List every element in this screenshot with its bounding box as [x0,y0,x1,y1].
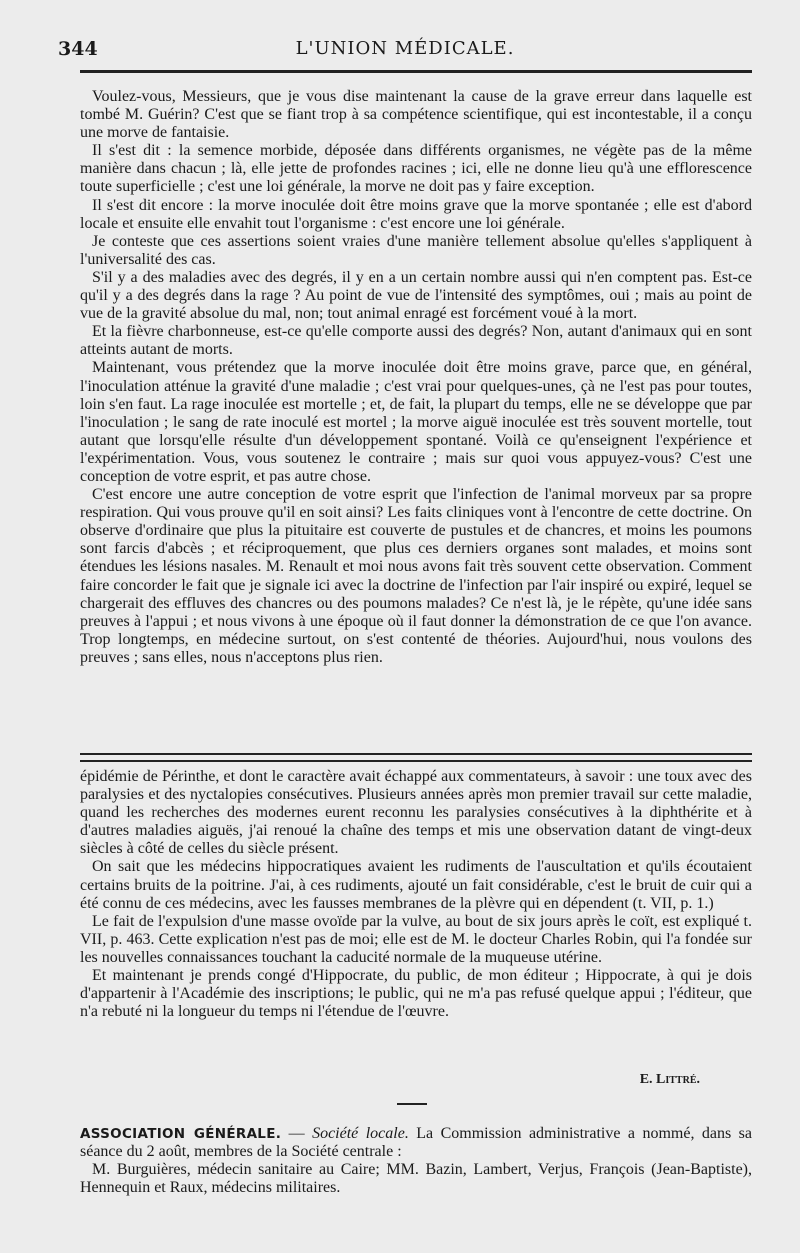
members-paragraph: M. Burguières, médecin sanitaire au Caire; MM. Bazin, Lambert, Verjus, François (Jean-Baptiste), Hennequin et Raux, médecins militaires. [80,1161,752,1197]
paragraph: épidémie de Périnthe, et dont le caractère avait échappé aux commentateurs, à savoir : une toux avec des paralysies et des nyctalopies consécutives. Plusieurs années après mon premier travail sur cette maladie, quand les recherches des modernes eurent reconnu les paralysies consécutives à la diphthérite et à d'autres maladies aiguës, j'ai renoué la chaîne des temps et mis une observation datant de vingt-deux siècles à côté de celles du siècle présent. [80,768,752,858]
paragraph: Il s'est dit : la semence morbide, déposée dans différents organismes, ne végète pas de la même manière dans chacun ; là, elle jette de profondes racines ; ici, elle ne donne lieu qu'à une efflorescence toute superficielle ; c'est une loi générale, la morve ne doit pas y faire exception. [80,142,752,196]
paragraph: On sait que les médecins hippocratiques avaient les rudiments de l'auscultation et qu'ils écoutaient certains bruits de la poitrine. J'ai, à ces rudiments, ajouté un fait considérable, c'est le bruit de cuir qui a été connu de ces médecins, avec les fausses membranes de la plèvre qui en dépendent (t. VII, p. 1.) [80,858,752,912]
author-signature: E. Littré. [639,1072,700,1087]
paragraph: C'est encore une autre conception de votre esprit que l'infection de l'animal morveux par sa propre respiration. Qui vous prouve qu'il en soit ainsi? Les faits cliniques vont à l'encontre de cette doctrine. On observe d'ordinaire que plus la pituitaire est couverte de pustules et de chancres, et moins les poumons sont farcis d'abcès ; et réciproquement, que plus ces derniers organes sont malades, et moins sont étendues les lésions nasales. M. Renault et moi nous avons fait très souvent cette observation. Comment faire concorder le fait que je signale ici avec la doctrine de l'infection par l'air inspiré ou expiré, lequel se chargerait des effluves des chancres ou des poumons malades? Ce n'est là, je le répète, qu'une idée sans preuves à l'appui ; et nous vivons à une époque où il faut donner la démonstration de ce que l'on avance. Trop longtemps, en médecine surtout, on s'est contenté de théories. Aujourd'hui, nous voulons des preuves ; sans elles, nous n'acceptons plus rien. [80,486,752,666]
header-rule [80,70,752,73]
section-divider [80,753,752,762]
paragraph: Il s'est dit encore : la morve inoculée doit être moins grave que la morve spontanée ; elle est d'abord locale et ensuite elle envahit tout l'organisme : c'est encore une loi générale. [80,196,752,232]
paragraph: Et maintenant je prends congé d'Hippocrate, du public, de mon éditeur ; Hippocrate, à qui je dois d'appartenir à l'Académie des inscriptions; le public, qui ne m'a pas refusé quelque appui ; l'éditeur, que n'a rebuté ni la longueur du temps ni l'étendue de l'œuvre. [80,967,752,1021]
dash: — [281,1125,313,1142]
locale-label: Société locale. [312,1125,409,1142]
lecture-section [80,88,752,667]
short-divider [397,1103,427,1105]
page-header [58,30,752,70]
association-paragraph [80,1125,752,1161]
paragraph: Je conteste que ces assertions soient vraies d'une manière tellement absolue qu'elles s'appliquent à l'universalité des cas. [80,232,752,268]
feuilleton-section [80,768,752,1021]
running-title: L'UNION MÉDICALE. [295,38,515,59]
association-section [80,1125,752,1197]
paragraph: Le fait de l'expulsion d'une masse ovoïde par la vulve, au bout de six jours après le coït, est expliqué t. VII, p. 463. Cette explication n'est pas de moi; elle est de M. le docteur Charles Robin, qui l'a fondée sur les nouvelles connaissances touchant la caducité normale de la muqueuse utérine. [80,912,752,966]
paragraph: Voulez-vous, Messieurs, que je vous dise maintenant la cause de la grave erreur dans laquelle est tombé M. Guérin? C'est que se fiant trop à sa compétence scientifique, qui est incontestable, il a conçu une morve de fantaisie. [80,88,752,142]
paragraph: Maintenant, vous prétendez que la morve inoculée doit être moins grave, parce que, en général, l'inoculation atténue la gravité d'une maladie ; c'est vrai pour quelques-unes, çà ne l'est pas pour toutes, loin s'en faut. La rage inoculée est mortelle ; et, de fait, la plupart du temps, elle ne se développe que par l'inoculation ; le sang de rate inoculé est mortel ; la morve aiguë inoculée est très souvent mortelle, tout autant que lorsqu'elle résulte d'un développement spontané. Voilà ce qu'enseignent l'expérience et l'expérimentation. Vous, vous soutenez le contraire ; mais sur quoi vous appuyez-vous? C'est une conception de votre esprit, et pas autre chose. [80,359,752,485]
association-title: ASSOCIATION GÉNÉRALE. [80,1126,282,1142]
paragraph: Et la fièvre charbonneuse, est-ce qu'elle comporte aussi des degrés? Non, autant d'animaux qui en sont atteints autant de morts. [80,323,752,359]
page-number: 344 [58,38,98,60]
association-intro: La Commission administrative a nommé, dans sa séance du 2 août, membres de la Société centrale : [80,1125,753,1161]
paragraph: S'il y a des maladies avec des degrés, il y en a un certain nombre aussi qui n'en comptent pas. Est-ce qu'il y a des degrés dans la rage ? Au point de vue de l'intensité des symptômes, oui ; mais au point de vue de la gravité absolue du mal, non; tout animal enragé est forcément voué à la mort. [80,268,752,323]
